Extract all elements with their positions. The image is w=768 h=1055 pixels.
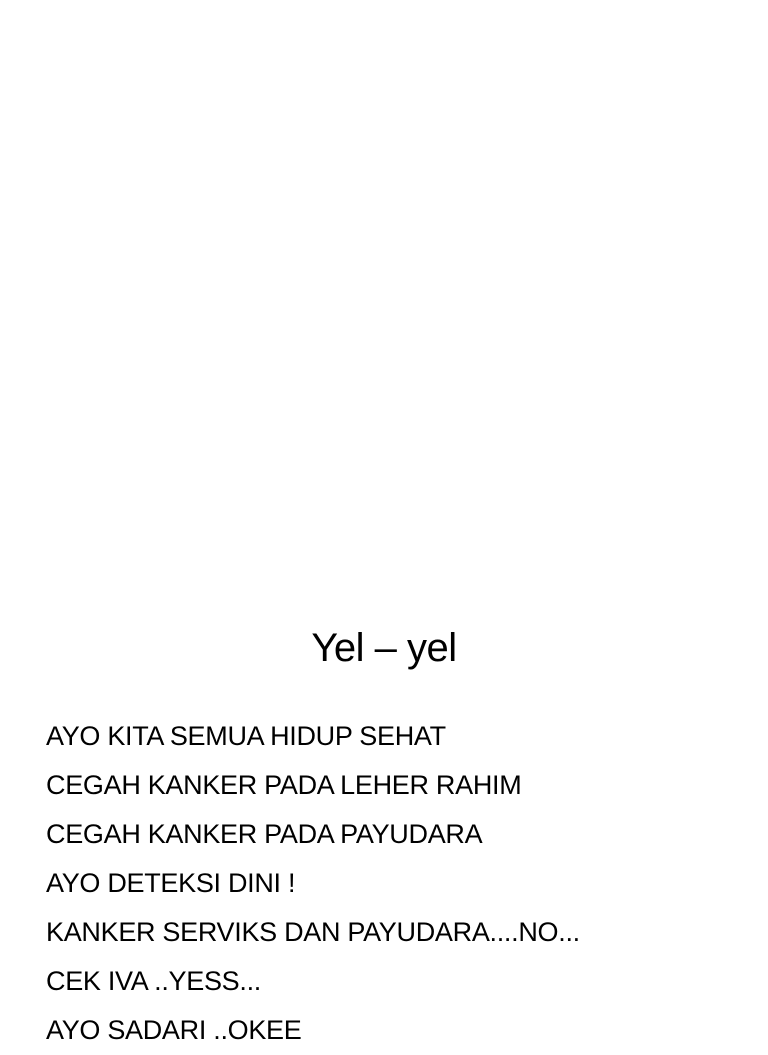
slide-body-text	[46, 712, 746, 1055]
slide-line: AYO DETEKSI DINI !	[46, 868, 296, 898]
slide-title: Yel – yel	[311, 626, 457, 670]
slide-line: CEK IVA ..YESS...	[46, 966, 261, 996]
slide-line: KANKER SERVIKS DAN PAYUDARA....NO...	[46, 917, 580, 947]
slide-line: AYO KITA SEMUA HIDUP SEHAT	[46, 721, 446, 751]
slide-line: AYO SADARI ..OKEE	[46, 1015, 302, 1045]
slide-line: CEGAH KANKER PADA PAYUDARA	[46, 819, 483, 849]
slide-line: CEGAH KANKER PADA LEHER RAHIM	[46, 770, 522, 800]
